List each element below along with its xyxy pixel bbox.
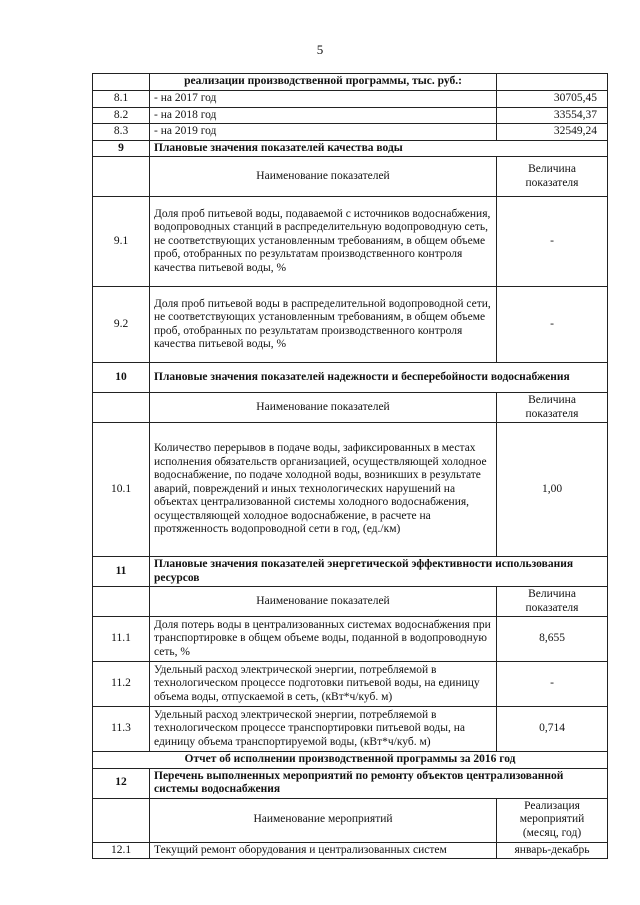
section-number: 10 <box>93 363 150 393</box>
column-header-value: Величина показателя <box>497 157 608 197</box>
row-number: 8.1 <box>93 91 150 108</box>
column-header-value: Реализация мероприятий (месяц, год) <box>497 798 608 842</box>
table-row <box>93 842 608 859</box>
table-row <box>93 423 608 557</box>
row-number: 9.2 <box>93 287 150 363</box>
table-row <box>93 91 608 108</box>
row-label: Доля проб питьевой воды в распределительной водопроводной сети, не соответствующих установленным требованиям, в общем объеме проб, отобранных по результатам производственного контроля качества питьевой воды, % <box>150 287 497 363</box>
row-value: январь-декабрь <box>497 842 608 859</box>
column-header-name: Наименование показателей <box>150 393 497 423</box>
column-header-row <box>93 798 608 842</box>
column-header-row <box>93 157 608 197</box>
row-label: - на 2019 год <box>150 124 497 141</box>
row-label: - на 2018 год <box>150 107 497 124</box>
section-number: 11 <box>93 557 150 587</box>
row-value: 32549,24 <box>497 124 608 141</box>
section-title: Плановые значения показателей качества воды <box>150 140 608 157</box>
program-table <box>92 73 608 859</box>
section-title: Плановые значения показателей надежности и бесперебойности водоснабжения <box>150 363 608 393</box>
column-header-name: Наименование мероприятий <box>150 798 497 842</box>
row-label: Доля потерь воды в централизованных системах водоснабжения при транспортировке в общем объеме воды, поданной в водопроводную сеть, % <box>150 617 497 662</box>
row-number: 12.1 <box>93 842 150 859</box>
num-cell <box>93 393 150 423</box>
value-cell <box>497 74 608 91</box>
column-header-row <box>93 587 608 617</box>
table-row <box>93 124 608 141</box>
row-label: Количество перерывов в подаче воды, зафиксированных в местах исполнения обязательств организацией, осуществляющей холодное водоснабжение, по подаче холодной воды, возникших в результате аварий, повреждений и иных технологических нарушений на объектах централизованной системы холодного водоснабжения, осуществляющей холодное водоснабжение, в расчете на протяженность водопроводной сети в год, (ед./км) <box>150 423 497 557</box>
row-value: 30705,45 <box>497 91 608 108</box>
column-header-value: Величина показателя <box>497 393 608 423</box>
section-header-row <box>93 140 608 157</box>
section-header-row <box>93 363 608 393</box>
section-title: Плановые значения показателей энергетической эффективности использования ресурсов <box>150 557 608 587</box>
num-cell <box>93 157 150 197</box>
table-row <box>93 197 608 287</box>
row-number: 10.1 <box>93 423 150 557</box>
row-number: 11.2 <box>93 662 150 707</box>
table-row <box>93 707 608 752</box>
section-number: 9 <box>93 140 150 157</box>
section-title: Перечень выполненных мероприятий по ремонту объектов централизованной системы водоснабжения <box>150 768 608 798</box>
table-row <box>93 617 608 662</box>
num-cell <box>93 74 150 91</box>
num-cell <box>93 587 150 617</box>
table-row <box>93 107 608 124</box>
row-number: 9.1 <box>93 197 150 287</box>
row-label: Текущий ремонт оборудования и централизованных систем <box>150 842 497 859</box>
section-number: 12 <box>93 768 150 798</box>
table-row <box>93 662 608 707</box>
row-label: Доля проб питьевой воды, подаваемой с источников водоснабжения, водопроводных станций в распределительную водопроводную сеть, не соответствующих установленным требованиям, в общем объеме проб, отобранных по результатам производственного контроля качества питьевой воды, % <box>150 197 497 287</box>
row-value: - <box>497 662 608 707</box>
row-label: Удельный расход электрической энергии, потребляемой в технологическом процессе подготовки питьевой воды, на единицу объема воды, отпускаемой в сеть, (кВт*ч/куб. м) <box>150 662 497 707</box>
row-number: 11.1 <box>93 617 150 662</box>
table-row <box>93 74 608 91</box>
column-header-name: Наименование показателей <box>150 587 497 617</box>
page-number: 5 <box>316 42 324 57</box>
row-value: 0,714 <box>497 707 608 752</box>
row-label: - на 2017 год <box>150 91 497 108</box>
row-label: Удельный расход электрической энергии, потребляемой в технологическом процессе транспортировки питьевой воды, на единицу объема транспортируемой воды, (кВт*ч/куб. м) <box>150 707 497 752</box>
row-label: реализации производственной программы, тыс. руб.: <box>150 74 497 91</box>
column-header-name: Наименование показателей <box>150 157 497 197</box>
table-row <box>93 287 608 363</box>
section-header-row <box>93 557 608 587</box>
row-value: - <box>497 287 608 363</box>
row-value: 8,655 <box>497 617 608 662</box>
section-header-row <box>93 768 608 798</box>
row-number: 8.2 <box>93 107 150 124</box>
row-number: 8.3 <box>93 124 150 141</box>
row-value: 1,00 <box>497 423 608 557</box>
row-value: - <box>497 197 608 287</box>
report-title-row <box>93 752 608 769</box>
column-header-value: Величина показателя <box>497 587 608 617</box>
column-header-row <box>93 393 608 423</box>
row-number: 11.3 <box>93 707 150 752</box>
num-cell <box>93 798 150 842</box>
row-value: 33554,37 <box>497 107 608 124</box>
report-title: Отчет об исполнении производственной программы за 2016 год <box>93 752 608 769</box>
